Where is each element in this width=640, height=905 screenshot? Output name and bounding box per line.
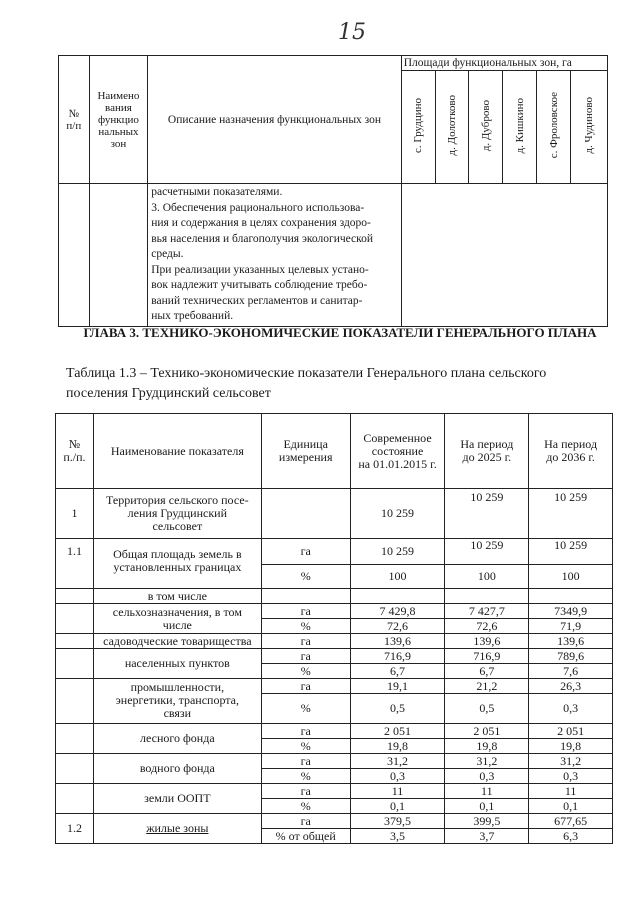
row-2036: 71,9 <box>529 619 613 634</box>
row-unit: га <box>261 754 350 769</box>
row-2036: 31,2 <box>529 754 613 769</box>
row-current <box>350 589 445 604</box>
row-unit: га <box>261 679 350 694</box>
desc-line: ваний технических регламентов и санитар- <box>151 294 363 307</box>
row-current: 139,6 <box>350 634 445 649</box>
row-2025 <box>445 589 529 604</box>
desc-line: расчетными показателями. <box>151 186 283 198</box>
header-current: Современное состояние на 01.01.2015 г. <box>350 414 445 489</box>
row-unit: % <box>261 694 350 724</box>
row-unit <box>261 489 350 539</box>
row-name-text: жилые зоны <box>146 821 209 835</box>
zone-description <box>148 184 401 327</box>
row-name: сельхозназначения, в том числе <box>93 604 261 634</box>
row-2025: 716,9 <box>445 649 529 664</box>
row-2025: 6,7 <box>445 664 529 679</box>
row-current: 2 051 <box>350 724 445 739</box>
row-2025: 72,6 <box>445 619 529 634</box>
row-name: водного фонда <box>93 754 261 784</box>
row-unit: % <box>261 664 350 679</box>
row-unit: га <box>261 539 350 565</box>
row-current: 0,3 <box>350 769 445 784</box>
chapter-heading: ГЛАВА 3. ТЕХНИКО-ЭКОНОМИЧЕСКИЕ ПОКАЗАТЕЛИ ГЕНЕРАЛЬНОГО ПЛАНА <box>83 325 597 340</box>
table-row <box>56 634 613 649</box>
desc-line: вья населения и благополучия экологической <box>151 232 374 245</box>
row-2036: 789,6 <box>529 649 613 664</box>
row-2025: 0,1 <box>445 799 529 814</box>
row-no: 1.2 <box>56 814 94 844</box>
row-2036: 100 <box>529 565 613 589</box>
row-current: 31,2 <box>350 754 445 769</box>
settlement-header: д. Долотково <box>435 71 469 184</box>
row-unit: га <box>261 604 350 619</box>
row-current: 0,5 <box>350 694 445 724</box>
row-current: 72,6 <box>350 619 445 634</box>
header-no: № п./п. <box>56 414 94 489</box>
row-2025: 2 051 <box>445 724 529 739</box>
row-unit: % <box>261 769 350 784</box>
row-2025: 7 427,7 <box>445 604 529 619</box>
row-name-cell <box>89 184 148 327</box>
row-2036: 10 259 <box>529 539 613 565</box>
row-2036: 7,6 <box>529 664 613 679</box>
header-unit: Единица измерения <box>261 414 350 489</box>
row-name: Территория сельского посе- ления Грудцинский сельсовет <box>93 489 261 539</box>
row-current: 6,7 <box>350 664 445 679</box>
row-no <box>56 649 94 679</box>
table-row <box>56 754 613 769</box>
row-2036: 139,6 <box>529 634 613 649</box>
settlement-header: д. Кишкино <box>503 71 537 184</box>
row-2036: 6,3 <box>529 829 613 844</box>
area-values-cell <box>401 184 607 327</box>
header-name: Наименование показателя <box>93 414 261 489</box>
row-2036: 26,3 <box>529 679 613 694</box>
row-unit: га <box>261 724 350 739</box>
row-2036 <box>529 589 613 604</box>
indicators-table <box>55 413 613 844</box>
row-unit: га <box>261 814 350 829</box>
row-name: населенных пунктов <box>93 649 261 679</box>
settlement-header: с. Грудцино <box>401 71 435 184</box>
row-2025: 19,8 <box>445 739 529 754</box>
table-row <box>56 604 613 619</box>
row-name <box>93 814 261 844</box>
row-2025: 10 259 <box>445 489 529 539</box>
row-unit: % <box>261 739 350 754</box>
row-no <box>56 754 94 784</box>
row-name: лесного фонда <box>93 724 261 754</box>
row-current: 7 429,8 <box>350 604 445 619</box>
row-2036: 0,3 <box>529 769 613 784</box>
header-2036: На период до 2036 г. <box>529 414 613 489</box>
row-2036: 677,65 <box>529 814 613 829</box>
row-2036: 0,1 <box>529 799 613 814</box>
table-row <box>56 814 613 829</box>
table-row <box>56 539 613 565</box>
row-current: 100 <box>350 565 445 589</box>
row-2025: 31,2 <box>445 754 529 769</box>
row-2025: 0,5 <box>445 694 529 724</box>
row-unit: % <box>261 799 350 814</box>
row-unit: % <box>261 619 350 634</box>
page-number: 15 <box>338 20 366 45</box>
row-current: 11 <box>350 784 445 799</box>
col-name-header: Наимено вания функцио нальных зон <box>89 56 148 184</box>
desc-line: 3. Обеспечения рационального использова- <box>151 201 365 214</box>
row-2025: 0,3 <box>445 769 529 784</box>
row-no <box>56 679 94 724</box>
row-no <box>56 724 94 754</box>
row-no: 1 <box>56 489 94 539</box>
table-caption: Таблица 1.3 – Технико-экономические показатели Генерального плана сельского поселения Грудцинский сельсовет <box>66 366 547 401</box>
desc-line: вок надлежит учитывать соблюдение требо- <box>151 279 368 291</box>
row-2036: 19,8 <box>529 739 613 754</box>
table-row <box>56 489 613 539</box>
row-2025: 399,5 <box>445 814 529 829</box>
row-no <box>56 589 94 604</box>
row-2025: 10 259 <box>445 539 529 565</box>
row-current: 3,5 <box>350 829 445 844</box>
settlement-header: с. Фроловское <box>537 71 571 184</box>
row-current: 379,5 <box>350 814 445 829</box>
row-no <box>56 604 94 634</box>
row-2036: 0,3 <box>529 694 613 724</box>
row-current: 716,9 <box>350 649 445 664</box>
desc-line: ния и содержания в целях сохранения здоро- <box>151 217 371 229</box>
row-2036: 2 051 <box>529 724 613 739</box>
row-unit: га <box>261 784 350 799</box>
row-current: 19,8 <box>350 739 445 754</box>
col-desc-header: Описание назначения функциональных зон <box>148 56 401 184</box>
table-row <box>56 589 613 604</box>
row-no <box>56 784 94 814</box>
row-2025: 3,7 <box>445 829 529 844</box>
row-2025: 139,6 <box>445 634 529 649</box>
row-name: земли ООПТ <box>93 784 261 814</box>
row-current: 10 259 <box>350 489 445 539</box>
row-unit: га <box>261 649 350 664</box>
desc-line: При реализации указанных целевых устано- <box>151 263 369 276</box>
functional-zones-table <box>58 55 608 327</box>
row-name: в том числе <box>93 589 261 604</box>
row-unit: % <box>261 565 350 589</box>
row-current: 0,1 <box>350 799 445 814</box>
desc-line: ных требований. <box>151 310 234 322</box>
settlement-header: д. Чудиново <box>571 71 608 184</box>
row-unit: га <box>261 634 350 649</box>
row-unit: % от общей <box>261 829 350 844</box>
table-row <box>56 649 613 664</box>
row-2036: 10 259 <box>529 489 613 539</box>
row-unit <box>261 589 350 604</box>
row-no: 1.1 <box>56 539 94 589</box>
row-no-cell <box>59 184 90 327</box>
col-no-header: № п/п <box>59 56 90 184</box>
table-row <box>56 724 613 739</box>
row-2036: 7349,9 <box>529 604 613 619</box>
row-name: Общая площадь земель в установленных границах <box>93 539 261 589</box>
settlement-header: д. Дуброво <box>469 71 503 184</box>
row-current: 19,1 <box>350 679 445 694</box>
row-current: 10 259 <box>350 539 445 565</box>
area-header: Площади функциональных зон, га <box>401 56 607 71</box>
row-name: садоводческие товарищества <box>93 634 261 649</box>
row-name: промышленности, энергетики, транспорта, связи <box>93 679 261 724</box>
row-2025: 21,2 <box>445 679 529 694</box>
row-2025: 100 <box>445 565 529 589</box>
header-2025: На период до 2025 г. <box>445 414 529 489</box>
table-row <box>56 679 613 694</box>
table-row <box>56 784 613 799</box>
row-no <box>56 634 94 649</box>
desc-line: среды. <box>151 248 184 260</box>
row-2036: 11 <box>529 784 613 799</box>
row-2025: 11 <box>445 784 529 799</box>
